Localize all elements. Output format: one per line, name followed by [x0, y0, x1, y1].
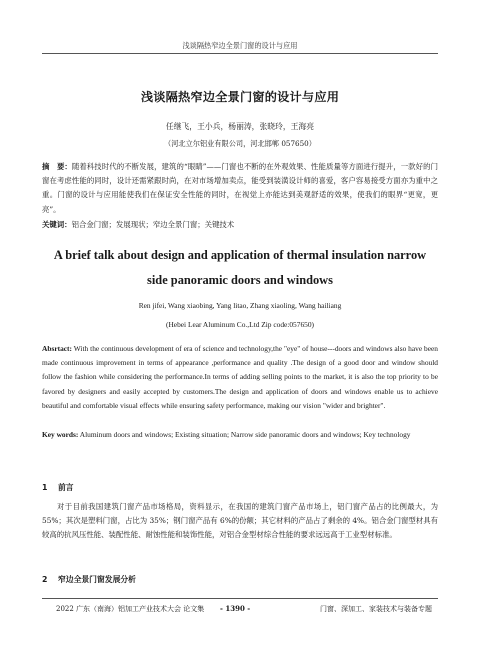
- english-abstract: [42, 342, 438, 413]
- section-2-heading: [42, 574, 136, 585]
- english-title-line-2: side panoramic doors and windows: [147, 273, 333, 287]
- footer-rule: [42, 598, 438, 599]
- english-title-line-1: A brief talk about design and application of thermal insulation narrow: [53, 248, 427, 262]
- chinese-abstract-label: 摘 要：: [42, 162, 72, 171]
- section-1-heading: [42, 482, 74, 493]
- english-keywords-text: Aluminum doors and windows; Existing situation; Narrow side panoramic doors and windows; Key technology: [78, 430, 411, 439]
- section-2-number: 2: [42, 575, 48, 584]
- chinese-affiliation: （河北立尔铝业有限公司，河北邯郸 057650）: [164, 139, 316, 148]
- footer-topic: 门窗、深加工、家装技术与装备专题: [320, 605, 432, 613]
- english-abstract-label: Absrtact:: [42, 344, 72, 353]
- english-affiliation: (Hebei Lear Aluminum Co.,Ltd Zip code:057650): [166, 320, 314, 329]
- chinese-abstract: [42, 160, 438, 217]
- running-header: 浅谈隔热窄边全景门窗的设计与应用: [182, 41, 298, 50]
- chinese-abstract-text: 随着科技时代的不断发展，建筑的“眼睛”——门窗也不断的在外观效果、性能质量等方面进行提升，一款好的门窗在考虑性能的同时，设计还需紧跟时尚，在对市场增加卖点，能受到装潢设计师的喜爱，客户容易接受方面亦为重中之重。门窗的设计与应用能使我们在保证安全性能的同时，在视觉上亦能达到美观舒适的效果，使我们的眼界“更宽，更亮”。: [42, 162, 438, 214]
- footer-page-number: - 1390 -: [220, 604, 251, 613]
- chinese-keywords-text: 铝合金门窗；发展现状；窄边全景门窗；关键技术: [71, 220, 235, 229]
- chinese-keywords: [42, 218, 438, 232]
- section-2-title: 窄边全景门窗发展分析: [58, 575, 136, 584]
- section-1-title: 前言: [58, 483, 74, 492]
- english-authors: Ren jifei, Wang xiaobing, Yang litao, Zhang xiaoling, Wang hailiang: [138, 301, 342, 310]
- header-rule: [42, 53, 438, 54]
- english-keywords-label: Key words:: [42, 430, 79, 439]
- footer-proceedings: 2022 广东（南海）铝加工产业技术大会 论文集: [56, 605, 205, 613]
- english-abstract-text: With the continuous development of era of science and technology,the "eye" of house---doors and windows also have been made continuous improvement in terms of appearance ,performance and quality .The design of a good door and window should follow the fashion while considering the performance.In terms of adding selling points to the market, it is also the top priority to be favored by designers and easily accepted by customers.The design and application of doors and windows enable us to achieve beautiful and comfortable visual effects while ensuring safety performance, making our vision "wider and brighter".: [42, 344, 438, 410]
- section-1-number: 1: [42, 483, 48, 492]
- chinese-keywords-label: 关键词：: [42, 220, 72, 229]
- english-keywords: [42, 428, 438, 442]
- section-1-body: 对于目前我国建筑门窗产品市场格局，资料显示，在我国的建筑门窗产品市场上，铝门窗产品占的比例最大，为 55%；其次是塑料门窗，占比为 35%；钢门窗产品有 6%的份额；其它材料的产品占了剩余的 4%。铝合金门窗型材具有较高的抗风压性能、装配性能、耐蚀性能和装饰性能，对铝合金型材综合性能的要求远远高于工业型材标准。: [42, 502, 438, 540]
- chinese-authors: 任继飞，王小兵，杨丽涛，张晓玲，王海亮: [165, 122, 315, 131]
- chinese-title: 浅谈隔热窄边全景门窗的设计与应用: [140, 90, 340, 104]
